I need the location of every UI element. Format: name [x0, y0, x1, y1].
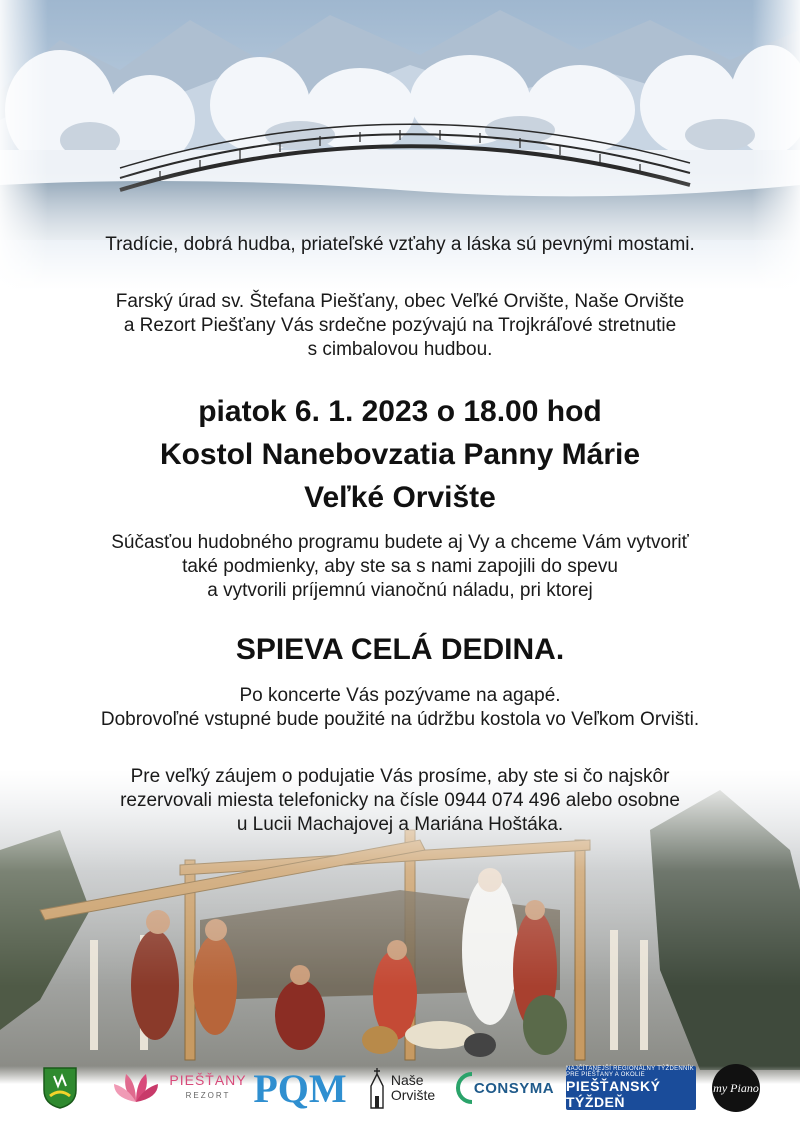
piestansky-tyzden-logo: [566, 1066, 696, 1110]
event-village: Veľké Orvište: [304, 481, 496, 514]
agape-line: Dobrovoľné vstupné bude použité na údržbu kostola vo Veľkom Orvišti.: [100, 709, 700, 730]
piestany-rezort-logo: [168, 1058, 248, 1118]
consyma-logo: [452, 1058, 556, 1118]
invitation-paragraph: [0, 290, 800, 362]
program-paragraph: [0, 531, 800, 603]
reservation-line: rezervovali miesta telefonicky na čísle 0944 074 496 alebo osobne: [120, 790, 680, 811]
reservation-paragraph: [0, 765, 800, 837]
event-place: Kostol Nanebovzatia Panny Márie: [159, 438, 641, 471]
consyma-logo-text: CONSYMA: [473, 1079, 555, 1097]
piestany-logo-text: PIEŠŤANY: [169, 1072, 247, 1088]
nase-logo-text: Naše: [390, 1072, 424, 1088]
program-line: a vytvorili príjemnú vianočnú náladu, pri ktorej: [207, 580, 593, 601]
shield-icon: [42, 1066, 78, 1110]
sponsor-logos: [0, 1058, 800, 1124]
mypiano-logo: my Piano: [712, 1064, 760, 1112]
lotus-icon: [112, 1068, 160, 1108]
intro-text: Tradície, dobrá hudba, priateľské vzťahy a láska sú pevnými mostami.: [105, 234, 695, 255]
tyzden-logo-text: PIEŠŤANSKÝ TÝŽDEŇ: [566, 1078, 661, 1110]
headline: SPIEVA CELÁ DEDINA.: [235, 633, 565, 666]
rezort-logo-text: REZORT: [185, 1091, 231, 1100]
event-date: piatok 6. 1. 2023 o 18.00 hod: [198, 395, 602, 428]
program-line: také podmienky, aby ste sa s nami zapojili do spevu: [182, 556, 618, 577]
invitation-line: Farský úrad sv. Štefana Piešťany, obec Veľké Orvište, Naše Orvište: [115, 291, 685, 312]
reservation-line: u Lucii Machajovej a Mariána Hoštáka.: [236, 814, 564, 835]
agape-line: Po koncerte Vás pozývame na agapé.: [239, 685, 561, 706]
lotus-logo: [110, 1058, 162, 1118]
nase-orviste-logo: [356, 1058, 446, 1118]
tyzden-tagline: NAJČÍTANEJŠÍ REGIONÁLNY TÝŽDENNÍK PRE PIEŠŤANY A OKOLIE: [566, 1066, 694, 1078]
invitation-line: s cimbalovou hudbou.: [307, 339, 493, 360]
coat-of-arms-logo: [40, 1058, 80, 1118]
program-line: Súčasťou hudobného programu budete aj Vy a chceme Vám vytvoriť: [111, 532, 689, 553]
agape-paragraph: [0, 684, 800, 732]
reservation-line: Pre veľký záujem o podujatie Vás prosíme, aby ste si čo najskôr: [130, 766, 670, 787]
pqm-logo: PQM: [253, 1065, 347, 1111]
orviste-logo-text: Orvište: [390, 1087, 436, 1103]
consyma-arc-icon: [454, 1070, 474, 1106]
invitation-line: a Rezort Piešťany Vás srdečne pozývajú na Trojkráľové stretnutie: [123, 315, 677, 336]
church-tower-icon: [367, 1066, 387, 1110]
event-details: [0, 390, 800, 519]
